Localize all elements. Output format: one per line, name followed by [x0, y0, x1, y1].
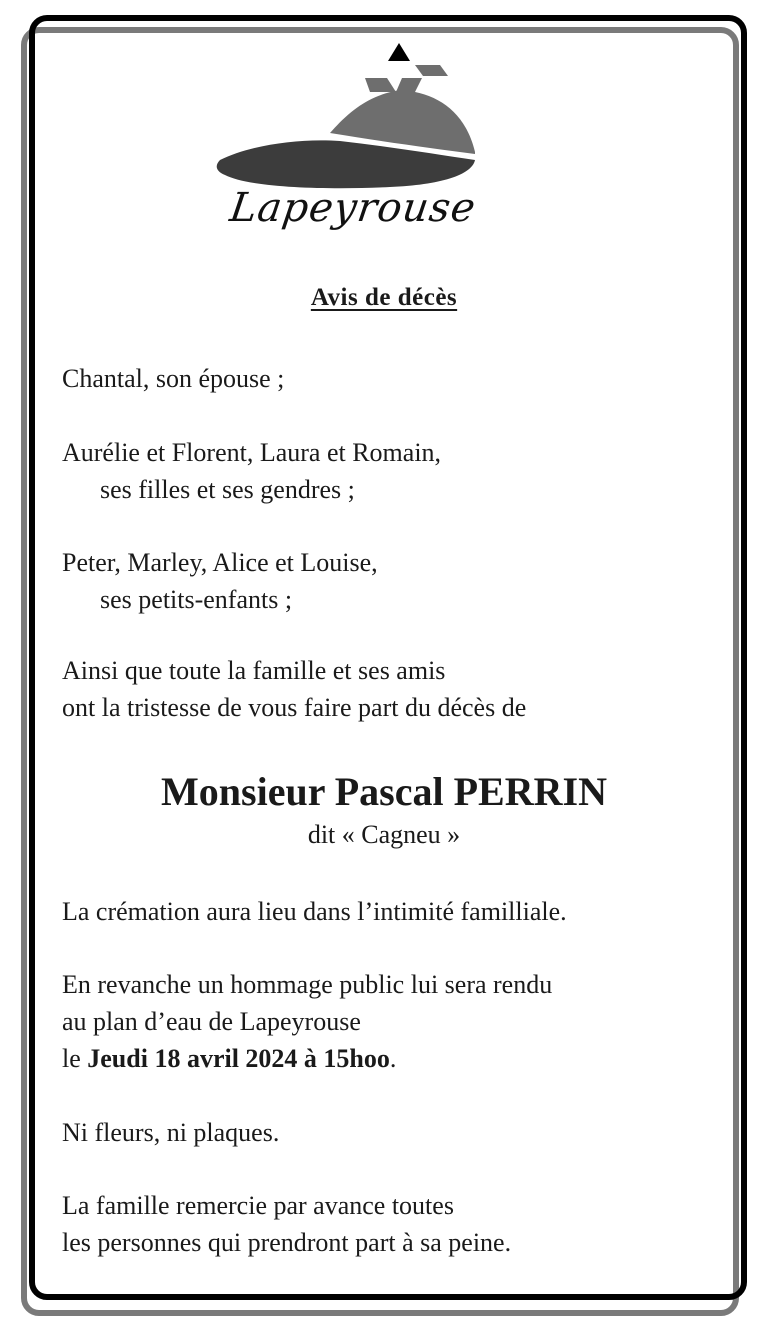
children-relation: ses filles et ses gendres ; — [100, 475, 355, 504]
spouse-line: Chantal, son épouse ; — [62, 364, 285, 393]
grandchildren-relation: ses petits-enfants ; — [100, 585, 293, 614]
tribute-date: Jeudi 18 avril 2024 à 15hoo — [87, 1044, 390, 1073]
family-line-1: Ainsi que toute la famille et ses amis — [62, 656, 446, 685]
notice-title: Avis de décès — [310, 284, 458, 311]
children-names: Aurélie et Florent, Laura et Romain, — [62, 438, 442, 467]
children-block — [62, 434, 441, 508]
cremation-line: La crémation aura lieu dans l’intimité familliale. — [62, 897, 567, 926]
tribute-suffix: . — [389, 1044, 397, 1073]
tribute-line-3 — [62, 1040, 552, 1077]
tribute-prefix: le — [62, 1044, 88, 1073]
deceased-name: Monsieur Pascal PERRIN — [161, 769, 607, 814]
family-block — [62, 652, 526, 726]
thanks-line-1: La famille remercie par avance toutes — [62, 1191, 454, 1220]
grandchildren-block — [62, 544, 378, 618]
tribute-line-1: En revanche un hommage public lui sera rendu — [62, 970, 553, 999]
grandchildren-names: Peter, Marley, Alice et Louise, — [62, 548, 378, 577]
tribute-line-2: au plan d’eau de Lapeyrouse — [62, 1007, 361, 1036]
no-flowers-line: Ni fleurs, ni plaques. — [62, 1118, 280, 1147]
tribute-block — [62, 966, 552, 1077]
thanks-block — [62, 1187, 511, 1261]
logo-wordmark: Lapeyrouse — [227, 185, 479, 231]
family-line-2: ont la tristesse de vous faire part du décès de — [62, 693, 527, 722]
thanks-line-2: les personnes qui prendront part à sa peine. — [62, 1228, 512, 1257]
deceased-nickname: dit « Cagneu » — [307, 820, 461, 849]
